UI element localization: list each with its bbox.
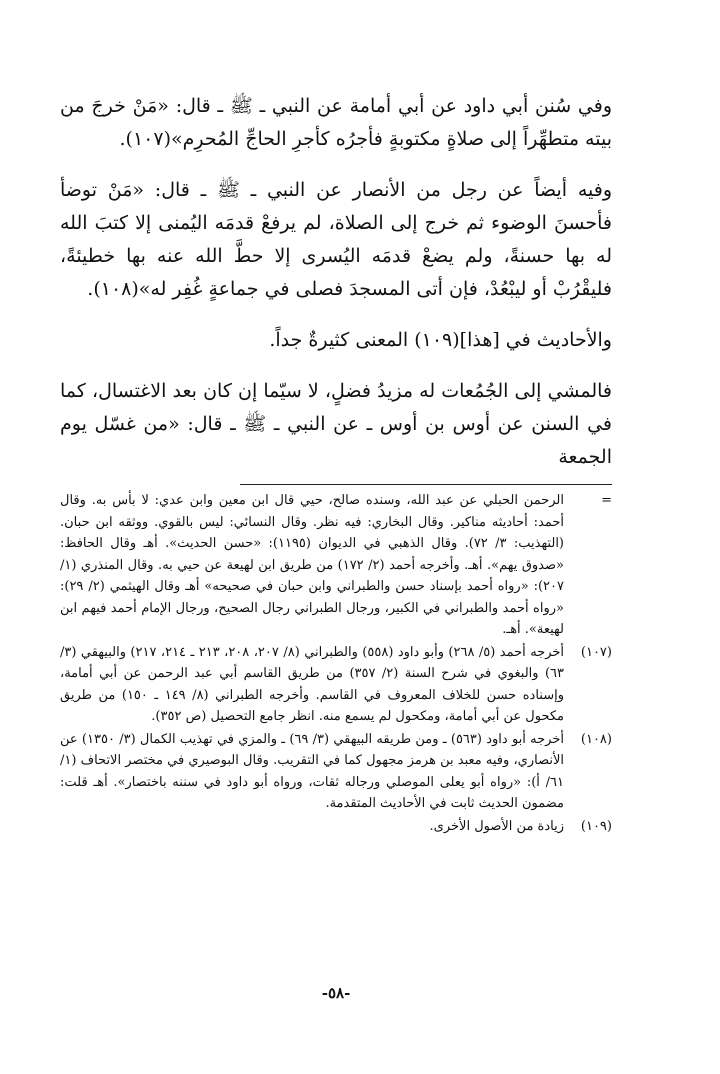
- paragraph: وفي سُنن أبي داود عن أبي أمامة عن النبي ـ ﷺ ـ قال: «مَنْ خرجَ من بيته متطهِّراً إلى صلاةٍ مكتوبةٍ فأجرُه كأجرِ الحاجِّ المُحرِم»(١٠٧).: [60, 95, 612, 150]
- footnote-divider: [240, 484, 612, 485]
- footnote-number: (١٠٩): [580, 818, 612, 834]
- footnotes: [60, 490, 612, 838]
- footnote-108: [60, 729, 612, 815]
- book-page: [60, 90, 612, 1050]
- paragraph: وفيه أيضاً عن رجل من الأنصار عن النبي ـ ﷺ ـ قال: «مَنْ توضأ فأحسنَ الوضوء ثم خرج إلى الصلاة، لم يرفعْ قدمَه اليُمنى إلا كتبَ الله له بها حسنةً، ولم يضعْ قدمَه اليُسرى إلا حطَّ الله عنه بها خطيئةً، فليقْرُبْ أو ليبْعُدْ، فإن أتى المسجدَ فصلى في جماعةٍ غُفِر له»(١٠٨).: [60, 179, 612, 300]
- footnote-number: (١٠٧): [580, 644, 612, 660]
- footnote-text: أخرجه أبو داود (٥٦٣) ـ ومن طريقه البيهقي (٣/ ٦٩) ـ والمزي في تهذيب الكمال (٣/ ١٣٥٠) عن الأنصاري، وفيه معبد بن هرمز مجهول كما في التقريب. وقال البوصيري في مختصر الاتحاف (١/ ٦١/ أ): «رواه أبو يعلى الموصلي ورجاله ثقات، ورواه أبو داود في سننه باختصار». أهـ قلت: مضمون الحديث ثابت في الأحاديث المتقدمة.: [60, 731, 565, 811]
- main-text: [60, 90, 612, 474]
- footnote-number: =: [601, 493, 612, 508]
- footnote-text: زيادة من الأصول الأخرى.: [429, 818, 564, 834]
- footnote-107: [60, 642, 612, 728]
- footnote-text: الرحمن الحبلي عن عبد الله، وسنده صالح، حيي قال ابن معين وابن عدي: لا بأس به. وقال أحمد: أحاديثه مناكير. وقال البخاري: فيه نظر. وقال النسائي: ليس بالقوي. ووثقه ابن حبان. (التهذيب: ٣/ ٧٢). وقال الذهبي في الديوان (١١٩٥): «حسن الحديث». أهـ وقال الحافظ: «صدوق يهم». أهـ. وأخرجه أحمد (٢/ ١٧٢) من طريق ابن لهيعة عن حيي به. وقال المنذري (١/ ٢٠٧): «رواه أحمد بإسناد حسن والطبراني وابن حبان في صحيحه» أهـ وقال الهيثمي (٢/ ٢٩): «رواه أحمد والطبراني في الكبير، ورجال الطبراني رجال الصحيح، ورجال الإمام أحمد فيهم ابن لهيعة». أهـ.: [60, 493, 564, 637]
- footnote-number: (١٠٨): [580, 731, 612, 747]
- footnote-109: [60, 816, 612, 838]
- footnote-continued: [60, 490, 612, 641]
- paragraph: والأحاديث في [هذا](١٠٩) المعنى كثيرةٌ جداً.: [269, 329, 612, 351]
- paragraph: فالمشي إلى الجُمُعات له مزيدُ فضلٍ، لا سيّما إن كان بعد الاغتسال، كما في السنن عن أوس بن أوس ـ عن النبي ـ ﷺ ـ قال: «من غسّل يوم الجمعة: [60, 380, 612, 468]
- page-number: -٥٨-: [321, 984, 351, 1002]
- footnote-text: أخرجه أحمد (٥/ ٢٦٨) وأبو داود (٥٥٨) والطبراني (٨/ ٢٠٧، ٢٠٨، ٢١٣ ـ ٢١٤، ٢١٧) والبيهقي (٣/ ٦٣) والبغوي في شرح السنة (٢/ ٣٥٧) من طريق القاسم أبي عبد الرحمن عن أبي أمامة، وإسناده حسن للخلاف المعروف في القاسم. وأخرجه الطبراني (٨/ ١٤٩ ـ ١٥٠) من طريق مكحول عن أبي أمامة، ومكحول لم يسمع منه. انظر جامع التحصيل (ص ٣٥٢).: [60, 644, 565, 724]
